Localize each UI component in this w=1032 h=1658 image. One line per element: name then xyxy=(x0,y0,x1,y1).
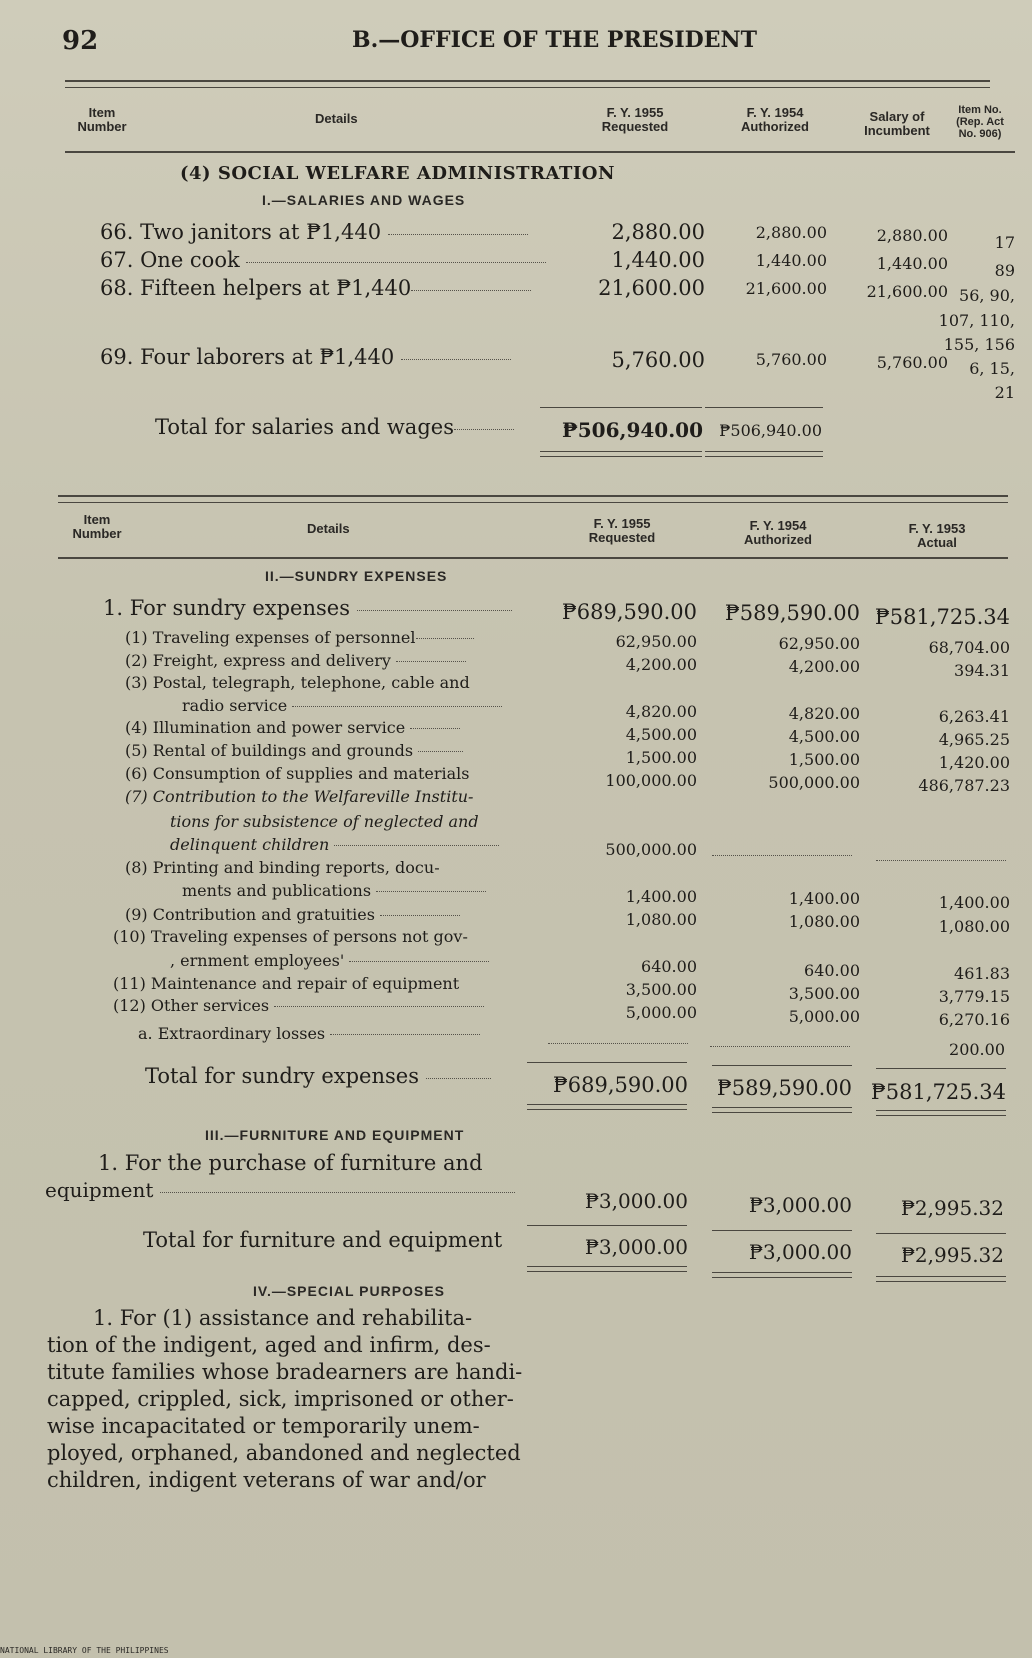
row-actual: ₱581,725.34 xyxy=(874,605,1010,629)
row-auth: 4,200.00 xyxy=(788,657,860,676)
total-req: ₱506,940.00 xyxy=(561,418,703,442)
row-auth: 5,760.00 xyxy=(755,350,827,369)
row-req: 62,950.00 xyxy=(615,632,697,651)
row-auth: 4,500.00 xyxy=(788,727,860,746)
row-actual: 4,965.25 xyxy=(938,730,1010,749)
row-salary: 1,440.00 xyxy=(876,254,948,273)
row-label: (9) Contribution and gratuities xyxy=(125,905,460,924)
page-title: B.—OFFICE OF THE PRESIDENT xyxy=(352,27,758,53)
row-label-cont: ments and publications xyxy=(182,881,486,900)
t1-header-fy1954: F. Y. 1954 Authorized xyxy=(741,105,809,134)
row-actual: ₱2,995.32 xyxy=(900,1196,1004,1220)
row-actual: 1,420.00 xyxy=(938,753,1010,772)
row-actual: 200.00 xyxy=(949,1040,1005,1059)
row-label: (8) Printing and binding reports, docu- xyxy=(125,858,440,877)
t1-header-itemno: Item No. (Rep. Act No. 906) xyxy=(956,104,1004,140)
footer-stamp: NATIONAL LIBRARY OF THE PHILIPPINES xyxy=(0,1646,169,1655)
row-auth: ₱589,590.00 xyxy=(724,601,860,625)
paragraph-line: children, indigent veterans of war and/or xyxy=(47,1468,486,1492)
row-req: ₱689,590.00 xyxy=(561,600,697,624)
subsection-sundry: II.—SUNDRY EXPENSES xyxy=(265,568,448,584)
paragraph-line: ployed, orphaned, abandoned and neglected xyxy=(47,1441,521,1465)
row-label: 69. Four laborers at ₱1,440 xyxy=(100,345,511,369)
row-itemno: 6, 15, xyxy=(969,359,1015,378)
row-req: 21,600.00 xyxy=(598,276,705,300)
row-req: 4,200.00 xyxy=(625,655,697,674)
row-label: a. Extraordinary losses xyxy=(138,1024,480,1043)
row-label: (1) Traveling expenses of personnel xyxy=(125,628,474,647)
row-actual: 6,263.41 xyxy=(938,707,1010,726)
row-label-cont: delinquent children xyxy=(170,835,499,854)
row-label: 66. Two janitors at ₱1,440 xyxy=(100,220,528,244)
row-label: (5) Rental of buildings and grounds xyxy=(125,741,463,760)
row-auth: 1,080.00 xyxy=(788,912,860,931)
row-salary: 2,880.00 xyxy=(876,226,948,245)
total-label: Total for furniture and equipment xyxy=(143,1228,503,1252)
row-auth: 4,820.00 xyxy=(788,704,860,723)
row-auth: 62,950.00 xyxy=(778,634,860,653)
row-auth: 1,440.00 xyxy=(755,251,827,270)
row-auth: 500,000.00 xyxy=(768,773,860,792)
row-auth: 5,000.00 xyxy=(788,1007,860,1026)
row-auth: 2,880.00 xyxy=(755,223,827,242)
row-label: (2) Freight, express and delivery xyxy=(125,651,466,670)
row-auth-empty xyxy=(710,1046,850,1047)
row-label-cont: equipment xyxy=(45,1178,515,1202)
t2-header-fy1955: F. Y. 1955 Requested xyxy=(588,516,656,545)
row-auth: 1,500.00 xyxy=(788,750,860,769)
row-auth: 640.00 xyxy=(804,961,860,980)
page-number: 92 xyxy=(62,26,99,56)
t1-header-details: Details xyxy=(315,111,358,126)
row-salary: 21,600.00 xyxy=(866,282,948,301)
row-req: 1,400.00 xyxy=(625,887,697,906)
row-req: 1,440.00 xyxy=(611,248,705,272)
row-itemno: 89 xyxy=(994,261,1015,280)
row-actual: 3,779.15 xyxy=(938,987,1010,1006)
row-actual-empty xyxy=(876,860,1006,861)
row-req: ₱3,000.00 xyxy=(584,1189,688,1213)
row-actual: 461.83 xyxy=(954,964,1010,983)
t1-header-fy1955: F. Y. 1955 Requested xyxy=(601,105,669,134)
row-label: (7) Contribution to the Welfareville Institu- xyxy=(125,787,474,806)
itemno-continued: 155, 156 xyxy=(943,335,1015,354)
section-title: (4) SOCIAL WELFARE ADMINISTRATION xyxy=(180,163,615,184)
row-req: 3,500.00 xyxy=(625,980,697,999)
paragraph-line: titute families whose bradearners are handi- xyxy=(47,1360,523,1384)
row-actual: 6,270.16 xyxy=(938,1010,1010,1029)
row-req: 2,880.00 xyxy=(611,220,705,244)
row-auth: 1,400.00 xyxy=(788,889,860,908)
row-req: 4,820.00 xyxy=(625,702,697,721)
paragraph-line: capped, crippled, sick, imprisoned or other- xyxy=(47,1387,514,1411)
t2-header-item: Item Number xyxy=(72,512,122,541)
row-label: 1. For sundry expenses xyxy=(103,596,512,620)
total-actual: ₱581,725.34 xyxy=(870,1080,1006,1104)
subsection-salaries: I.—SALARIES AND WAGES xyxy=(262,192,466,208)
t2-header-fy1954: F. Y. 1954 Authorized xyxy=(744,518,812,547)
paragraph-line: wise incapacitated or temporarily unem- xyxy=(47,1414,480,1438)
row-req: 5,000.00 xyxy=(625,1003,697,1022)
row-req: 640.00 xyxy=(641,957,697,976)
t1-header-item: Item Number xyxy=(77,105,127,134)
row-auth-empty xyxy=(712,855,852,856)
row-req: 100,000.00 xyxy=(605,771,697,790)
t1-header-salary: Salary of Incumbent xyxy=(864,109,930,138)
row-label: (3) Postal, telegraph, telephone, cable and xyxy=(125,673,470,692)
total-actual: ₱2,995.32 xyxy=(900,1243,1004,1267)
itemno-continued: 107, 110, xyxy=(938,311,1015,330)
t2-header-fy1953: F. Y. 1953 Actual xyxy=(908,521,966,550)
row-label: (12) Other services xyxy=(113,996,484,1015)
itemno-continued: 21 xyxy=(994,383,1015,402)
row-auth: 21,600.00 xyxy=(745,279,827,298)
row-actual: 486,787.23 xyxy=(918,776,1010,795)
row-req: 5,760.00 xyxy=(611,348,705,372)
row-label: (6) Consumption of supplies and materials xyxy=(125,764,470,783)
paragraph-line: 1. For (1) assistance and rehabilita- xyxy=(93,1306,473,1330)
row-label: 68. Fifteen helpers at ₱1,440 xyxy=(100,276,531,300)
row-req: 1,080.00 xyxy=(625,910,697,929)
total-auth: ₱506,940.00 xyxy=(719,421,822,440)
row-label: 1. For the purchase of furniture and xyxy=(98,1151,483,1175)
row-salary: 5,760.00 xyxy=(876,353,948,372)
total-label: Total for salaries and wages xyxy=(155,415,514,439)
row-label: (11) Maintenance and repair of equipment xyxy=(113,974,460,993)
row-label: (4) Illumination and power service xyxy=(125,718,460,737)
row-actual: 1,080.00 xyxy=(938,917,1010,936)
total-req: ₱689,590.00 xyxy=(552,1073,688,1097)
row-itemno: 56, 90, xyxy=(959,286,1015,305)
total-auth: ₱589,590.00 xyxy=(716,1076,852,1100)
subsection-furniture: III.—FURNITURE AND EQUIPMENT xyxy=(205,1127,465,1143)
row-auth: 3,500.00 xyxy=(788,984,860,1003)
row-actual: 68,704.00 xyxy=(928,638,1010,657)
t2-header-details: Details xyxy=(307,521,350,536)
total-label: Total for sundry expenses xyxy=(145,1064,491,1088)
row-actual: 1,400.00 xyxy=(938,893,1010,912)
row-req: 4,500.00 xyxy=(625,725,697,744)
row-label-cont: , ernment employees' xyxy=(170,951,489,970)
row-label-cont: radio service xyxy=(182,696,502,715)
row-label-cont: tions for subsistence of neglected and xyxy=(170,812,479,831)
row-req-empty xyxy=(548,1043,688,1044)
row-actual: 394.31 xyxy=(954,661,1010,680)
paragraph-line: tion of the indigent, aged and infirm, des- xyxy=(47,1333,491,1357)
subsection-special: IV.—SPECIAL PURPOSES xyxy=(253,1283,445,1299)
row-req: 1,500.00 xyxy=(625,748,697,767)
total-req: ₱3,000.00 xyxy=(584,1235,688,1259)
row-itemno: 17 xyxy=(994,233,1015,252)
row-auth: ₱3,000.00 xyxy=(748,1193,852,1217)
row-label: 67. One cook xyxy=(100,248,546,272)
row-req: 500,000.00 xyxy=(605,840,697,859)
total-auth: ₱3,000.00 xyxy=(748,1240,852,1264)
row-label: (10) Traveling expenses of persons not gov- xyxy=(113,927,468,946)
